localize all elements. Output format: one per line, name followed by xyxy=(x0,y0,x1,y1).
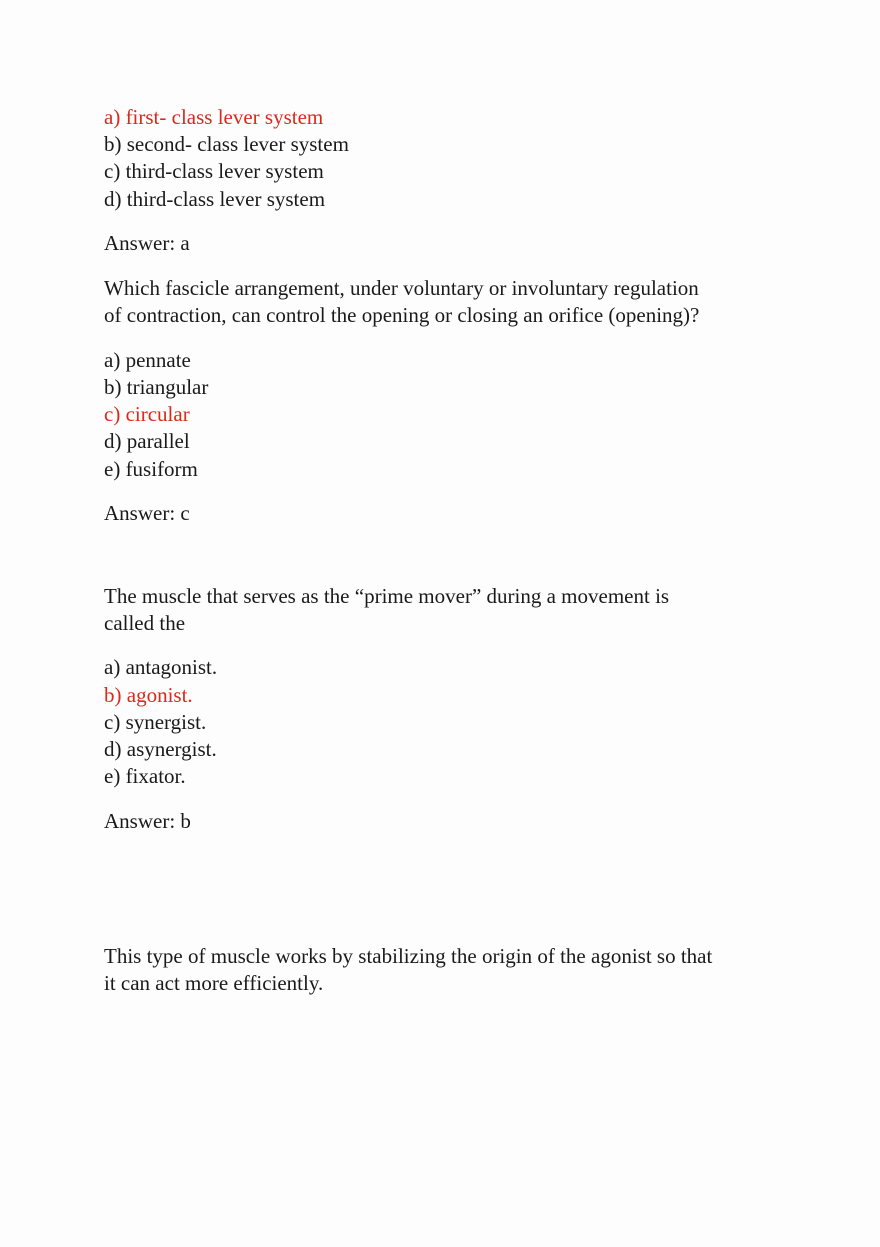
q3-question-line-2: called the xyxy=(104,611,186,635)
q1-option-c: c) third-class lever system xyxy=(104,159,324,183)
q3-option-d: d) asynergist. xyxy=(104,737,217,761)
q2-option-e: e) fusiform xyxy=(104,457,198,481)
q4-question-line-1: This type of muscle works by stabilizing the origin of the agonist so that xyxy=(104,944,713,968)
q3-answer: Answer: b xyxy=(104,809,191,833)
q3-option-b: b) agonist. xyxy=(104,683,193,707)
q2-question-line-1: Which fascicle arrangement, under voluntary or involuntary regulation xyxy=(104,276,699,300)
q1-option-a: a) first- class lever system xyxy=(104,105,324,129)
q3-option-e: e) fixator. xyxy=(104,764,186,788)
q3-option-a: a) antagonist. xyxy=(104,655,218,679)
q2-option-a: a) pennate xyxy=(104,348,191,372)
q4-question-line-2: it can act more efficiently. xyxy=(104,971,324,995)
q3-question-line-1: The muscle that serves as the “prime mover” during a movement is xyxy=(104,584,670,608)
q2-option-c: c) circular xyxy=(104,402,190,426)
q2-question-line-2: of contraction, can control the opening or closing an orifice (opening)? xyxy=(104,303,700,327)
q1-option-b: b) second- class lever system xyxy=(104,132,349,156)
q1-option-d: d) third-class lever system xyxy=(104,187,326,211)
q3-option-c: c) synergist. xyxy=(104,710,207,734)
q2-answer: Answer: c xyxy=(104,501,190,525)
q2-option-b: b) triangular xyxy=(104,375,209,399)
q2-option-d: d) parallel xyxy=(104,429,190,453)
q1-answer: Answer: a xyxy=(104,231,190,255)
